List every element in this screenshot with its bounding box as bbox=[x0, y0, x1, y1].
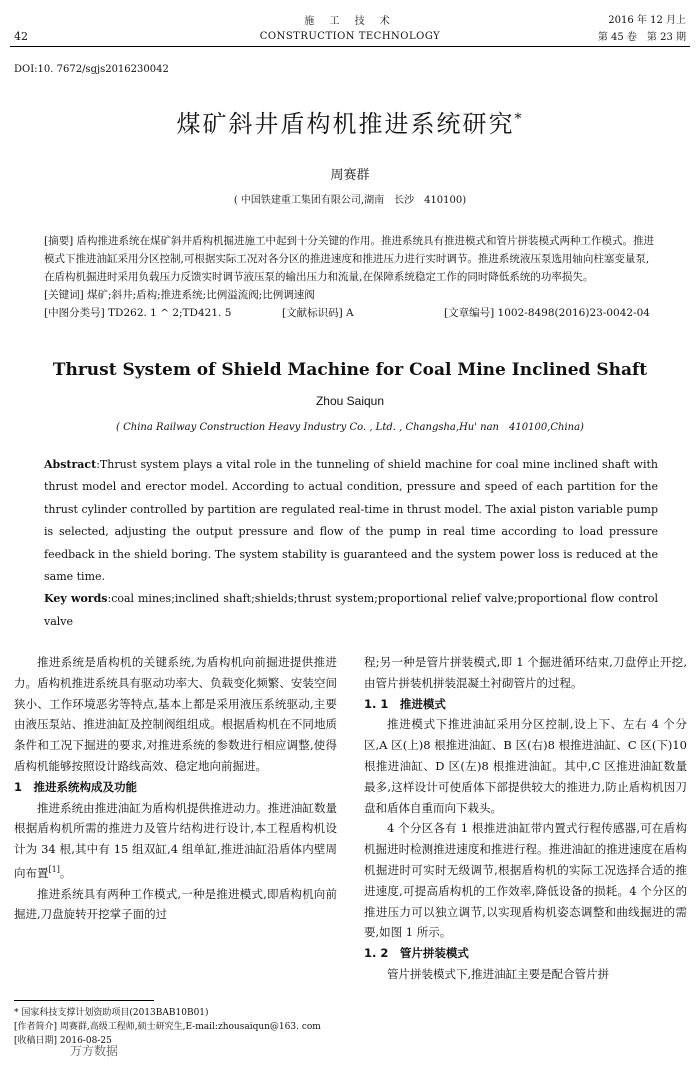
body-paragraph: 程;另一种是管片拼装模式,即 1 个掘进循环结束,刀盘停止开挖,由管片拼装机拼装混凝土衬砌管片的过程。 bbox=[364, 655, 687, 690]
abstract-en-text: :Thrust system plays a vital role in the tunneling of shield machine for coal mine inclined shaft with thrust model and erector model. According to actual condition, pressure and speed of each partition for the thrust cylinder controlled by partition are regulated real-time in thrust model. The axial piston variable pump is selected, adjusting the output pressure and flow of the pump in real time according to load pressure feedback in the shield boring. The system stability is guaranteed and the system power loss is reduced at the same time. bbox=[44, 458, 658, 584]
abstract-cn bbox=[44, 232, 658, 322]
body-text-end: 。 bbox=[59, 865, 72, 880]
author-note-label: [作者简介] bbox=[14, 1022, 58, 1032]
doc-code-field bbox=[282, 304, 444, 322]
clc-value: TD262. 1 ^ 2;TD421. 5 bbox=[108, 307, 232, 319]
author-note-text: 周赛群,高级工程师,硕士研究生,E-mail:zhousaiqun@163. com bbox=[59, 1022, 321, 1032]
fund-note: * 国家科技支撑计划资助项目(2013BAB10B01) bbox=[14, 1008, 209, 1018]
author-cn: 周赛群 bbox=[330, 168, 370, 183]
clc-field bbox=[44, 304, 282, 322]
body-paragraph: 推进模式下推进油缸采用分区控制,设上下、左右 4 个分区,A 区(上)8 根推进油缸、B 区(右)8 根推进油缸、C 区(下)10 根推进油缸、D 区(左)8 根推进油缸。其中,C 区推进油缸数量最多,这样设计可使盾体下部提供较大的推进力,防止盾构机因刀盘和盾体自重而向下栽头。 bbox=[364, 717, 687, 815]
body-text: 推进系统由推进油缸为盾构机提供推进动力。推进油缸数量根据盾构机所需的推进力及管片结构进行设计,本工程盾构机设计为 34 根,其中有 15 组双缸,4 组单缸,推进油缸沿盾体内壁周向布置 bbox=[14, 800, 337, 880]
section-heading-1-2: 1. 2 管片拼装模式 bbox=[364, 946, 469, 961]
title-cn bbox=[0, 104, 700, 139]
issue-info bbox=[598, 12, 686, 46]
issue-date: 2016 年 12 月上 bbox=[608, 15, 686, 26]
title-fund-mark: * bbox=[514, 111, 524, 127]
keywords-en-label: Key words bbox=[44, 592, 108, 606]
running-header bbox=[0, 10, 700, 44]
watermark: 万方数据 bbox=[70, 1044, 119, 1058]
journal-name-en: CONSTRUCTION TECHNOLOGY bbox=[259, 31, 441, 42]
volume-issue: 第 45 卷 第 23 期 bbox=[597, 32, 686, 43]
journal-name-cn: 施 工 技 术 bbox=[304, 16, 396, 27]
author-en: Zhou Saiqun bbox=[315, 394, 385, 408]
received-note bbox=[14, 1034, 339, 1048]
keywords-en bbox=[44, 588, 658, 633]
keywords-cn-text: 煤矿;斜井;盾构;推进系统;比例溢流阀;比例调速阀 bbox=[87, 289, 315, 301]
abstract-en bbox=[44, 454, 658, 633]
abstract-en-para bbox=[44, 454, 658, 588]
received-date: 2016-08-25 bbox=[59, 1036, 112, 1046]
abstract-cn-label: [摘要] bbox=[44, 235, 74, 247]
affiliation-cn: ( 中国铁建重工集团有限公司,湖南 长沙 410100) bbox=[233, 195, 467, 206]
article-no-field bbox=[444, 304, 650, 322]
citation-ref: [1] bbox=[48, 864, 60, 874]
body-column-right bbox=[364, 652, 687, 985]
abstract-cn-text: 盾构推进系统在煤矿斜井盾构机掘进施工中起到十分关键的作用。推进系统具有推进模式和管片拼装模式两种工作模式。推进模式下推进油缸采用分区控制,可根据实际工况对各分区的推进速度和推进压力进行实时调节。推进系统液压泵选用轴向柱塞变量泵,在盾构机掘进时采用负载压力反馈实时调节液压泵的输出压力和流量,在保障系统稳定工作的同时降低系统的功率损失。 bbox=[44, 235, 655, 283]
article-no-label: [文章编号] bbox=[444, 307, 495, 319]
journal-name bbox=[0, 12, 700, 42]
abstract-cn-para bbox=[44, 232, 658, 286]
doc-code-label: [文献标识码] bbox=[282, 307, 343, 319]
section-heading-1-1: 1. 1 推进模式 bbox=[364, 696, 446, 711]
footnote-rule bbox=[14, 1000, 154, 1001]
body-paragraph: 推进系统具有两种工作模式,一种是推进模式,即盾构机向前掘进,刀盘旋转开挖掌子面的过 bbox=[14, 886, 337, 922]
title-cn-text: 煤矿斜井盾构机推进系统研究 bbox=[176, 110, 515, 138]
clc-label: [中图分类号] bbox=[44, 307, 105, 319]
body-paragraph bbox=[14, 798, 337, 884]
doi: DOI:10. 7672/sgjs2016230042 bbox=[14, 64, 169, 75]
header-rule bbox=[10, 46, 690, 47]
footnote bbox=[14, 1006, 339, 1048]
body-paragraph: 管片拼装模式下,推进油缸主要是配合管片拼 bbox=[387, 966, 610, 981]
body-paragraph: 4 个分区各有 1 根推进油缸带内置式行程传感器,可在盾构机掘进时检测推进速度和推进行程。推进油缸的推进速度在盾构机掘进时可实时无级调节,根据盾构机的实际工况选择合适的推进速度,可提高盾构机的工作效率,降低设备的损耗。4 个分区的推进压力可以独立调节,以实现盾构机姿态调整和曲线掘进的需要,如图 1 所示。 bbox=[364, 821, 687, 940]
classification-row bbox=[44, 304, 658, 322]
body-column-left bbox=[14, 652, 337, 925]
doc-code-value: A bbox=[346, 307, 354, 319]
section-heading-1: 1 推进系统构成及功能 bbox=[14, 779, 138, 794]
keywords-cn bbox=[44, 286, 658, 304]
body-paragraph: 推进系统是盾构机的关键系统,为盾构机向前掘进提供推进力。盾构机推进系统具有驱动功率大、负载变化频繁、安装空间狭小、工作环境恶劣等特点,基本上都是采用液压系统驱动,主要由液压泵站、推进油缸及控制阀组组成。根据盾构机在不同地质条件和工况下掘进的要求,对推进系统的参数进行相应调整,使得盾构机能够按照设计路线高效、稳定地向前掘进。 bbox=[14, 655, 337, 773]
received-label: [收稿日期] bbox=[14, 1036, 58, 1046]
page-number: 42 bbox=[14, 30, 28, 43]
affiliation-en: ( China Railway Construction Heavy Industry Co. , Ltd. , Changsha,Hu' nan 410100,China) bbox=[116, 422, 584, 433]
article-no-value: 1002-8498(2016)23-0042-04 bbox=[497, 307, 650, 319]
keywords-en-text: :coal mines;inclined shaft;shields;thrust system;proportional relief valve;proportional flow control valve bbox=[44, 592, 658, 628]
author-note bbox=[14, 1020, 339, 1034]
abstract-en-label: Abstract bbox=[44, 458, 97, 471]
keywords-cn-label: [关键词] bbox=[44, 289, 84, 301]
title-en: Thrust System of Shield Machine for Coal Mine Inclined Shaft bbox=[52, 360, 648, 380]
